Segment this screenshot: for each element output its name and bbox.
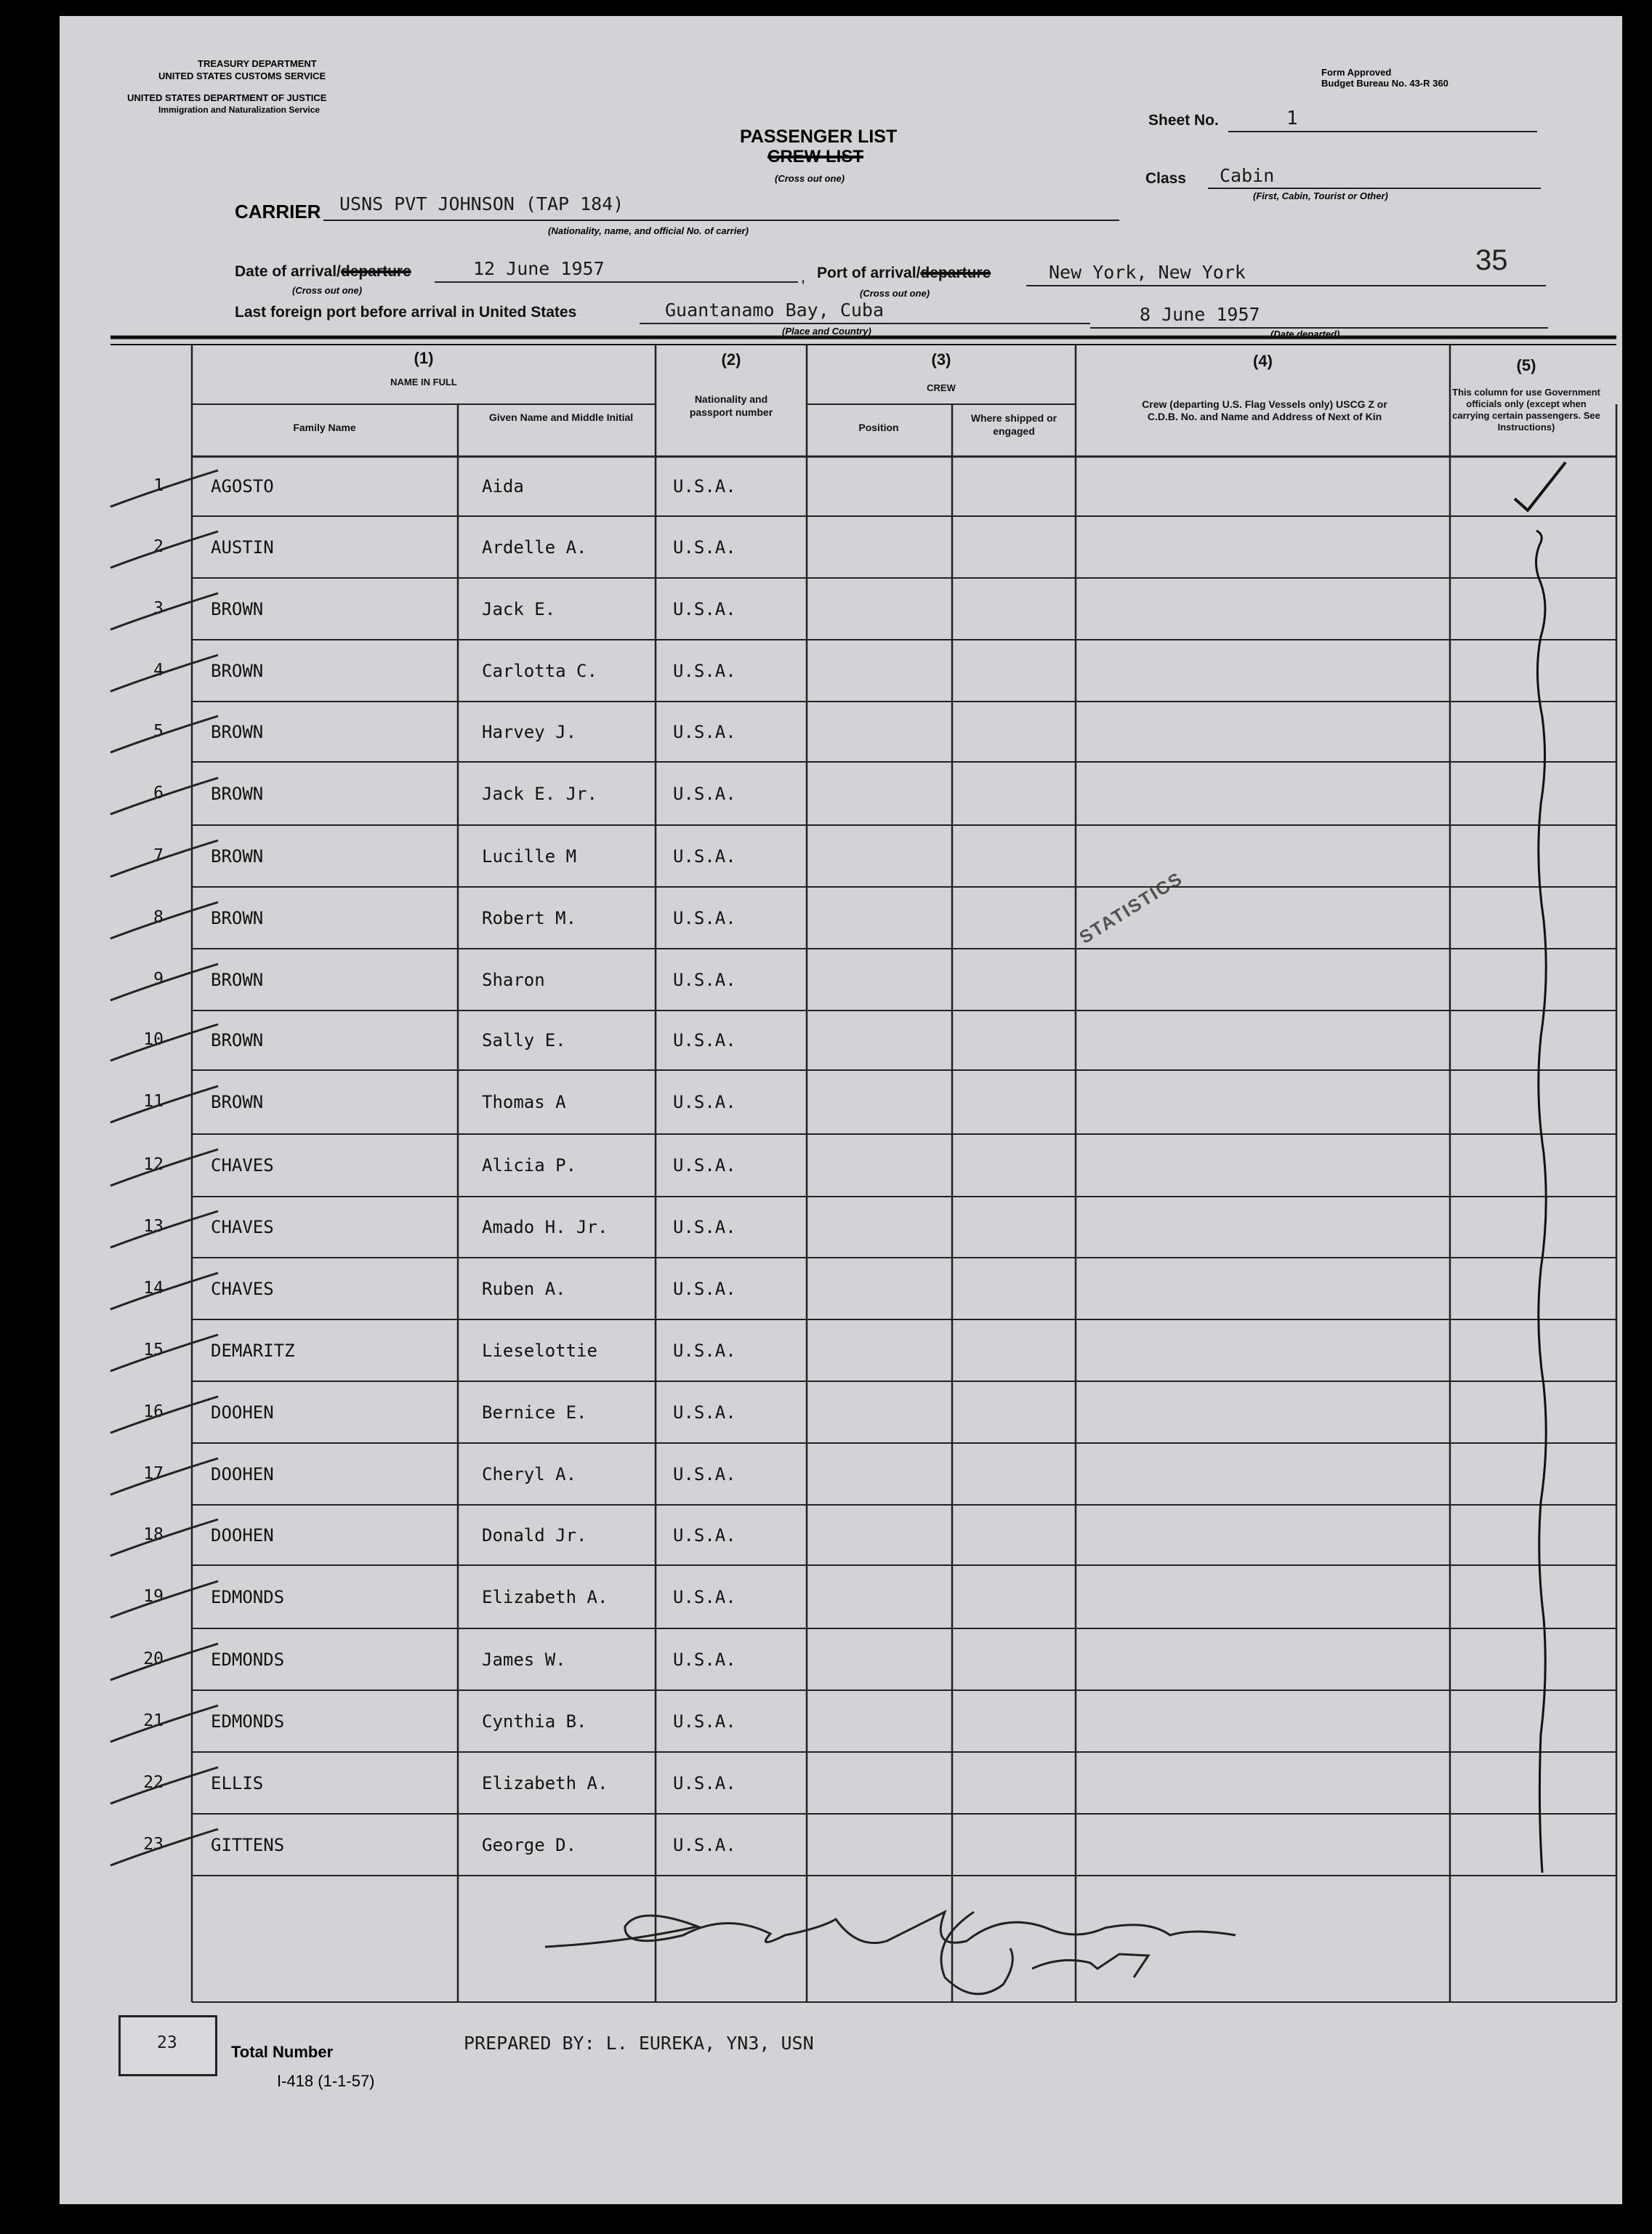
- total-number-label: Total Number: [231, 2043, 334, 2061]
- cell-family: EDMONDS: [211, 1711, 285, 1732]
- cell-nat: U.S.A.: [673, 1155, 736, 1176]
- tally-mark: [109, 839, 225, 890]
- last-port-value: Guantanamo Bay, Cuba: [665, 300, 885, 321]
- row-number: 3: [153, 598, 164, 618]
- tally-mark: [109, 1395, 225, 1446]
- sheet-number: 1: [1286, 108, 1298, 129]
- row-number: 13: [143, 1217, 164, 1236]
- cell-family: CHAVES: [211, 1155, 274, 1176]
- cell-family: AUSTIN: [211, 537, 274, 558]
- agency-line-2: UNITED STATES CUSTOMS SERVICE: [158, 71, 326, 81]
- last-port-note: (Place and Country): [782, 326, 871, 337]
- cell-nat: U.S.A.: [673, 1772, 736, 1793]
- row-number: 22: [143, 1772, 164, 1792]
- cell-family: DOOHEN: [211, 1524, 274, 1546]
- tally-mark: [109, 1518, 225, 1569]
- col3-title: CREW: [927, 382, 956, 393]
- cell-family: DOOHEN: [211, 1402, 274, 1423]
- cell-nat: U.S.A.: [673, 1649, 736, 1670]
- tally-mark: [109, 963, 225, 1013]
- cell-given: Amado H. Jr.: [482, 1217, 608, 1237]
- given-name-header: Given Name and Middle Initial: [488, 411, 634, 423]
- row-number: 16: [143, 1402, 164, 1421]
- cell-nat: U.S.A.: [673, 1030, 736, 1050]
- class-note: (First, Cabin, Tourist or Other): [1253, 190, 1388, 201]
- cell-nat: U.S.A.: [673, 1092, 736, 1112]
- cell-family: BROWN: [211, 721, 264, 742]
- arrival-date-value: 12 June 1957: [473, 258, 605, 279]
- cell-given: Bernice E.: [482, 1402, 587, 1423]
- official-check-marks: [1504, 455, 1570, 1887]
- tally-mark: [109, 654, 225, 704]
- cell-family: DEMARITZ: [211, 1340, 295, 1361]
- cell-nat: U.S.A.: [673, 845, 736, 867]
- departed-date-note: (Date departed): [1270, 329, 1340, 339]
- class-value: Cabin: [1220, 165, 1275, 186]
- col2-number: (2): [721, 350, 741, 369]
- port-note: (Cross out one): [860, 288, 930, 299]
- agency-line-3: UNITED STATES DEPARTMENT OF JUSTICE: [127, 92, 327, 103]
- cell-given: Lucille M: [482, 845, 577, 867]
- carrier-label: CARRIER: [235, 201, 321, 222]
- total-number-value: 23: [157, 2033, 177, 2052]
- row-number: 19: [143, 1586, 164, 1606]
- cell-family: BROWN: [211, 969, 264, 990]
- cell-family: BROWN: [211, 907, 264, 928]
- row-number: 14: [143, 1278, 164, 1298]
- cell-family: BROWN: [211, 1092, 264, 1112]
- statistics-stamp: STATISTICS: [1076, 868, 1187, 948]
- cell-given: Robert M.: [482, 907, 577, 928]
- tally-mark: [109, 1828, 225, 1879]
- row-number: 12: [143, 1155, 164, 1174]
- cell-given: George D.: [482, 1834, 577, 1855]
- date-label-text: Date of arrival/: [235, 263, 341, 280]
- tally-mark: [109, 1766, 225, 1817]
- form-id: I-418 (1-1-57): [277, 2072, 375, 2090]
- row-number: 20: [143, 1649, 164, 1668]
- cell-given: Alicia P.: [482, 1155, 577, 1176]
- date-label-struck: departure: [340, 263, 411, 280]
- row-number: 5: [153, 721, 164, 741]
- row-number: 8: [153, 907, 164, 927]
- prepared-by: PREPARED BY: L. EUREKA, YN3, USN: [464, 2033, 814, 2054]
- cell-nat: U.S.A.: [673, 537, 736, 558]
- cell-family: ELLIS: [211, 1772, 264, 1793]
- cell-nat: U.S.A.: [673, 1278, 736, 1299]
- signature: [538, 1883, 1236, 2006]
- col2-title: Nationality and passport number: [689, 393, 773, 418]
- col3-number: (3): [931, 350, 951, 369]
- cell-nat: U.S.A.: [673, 1340, 736, 1361]
- comma: ,: [801, 268, 806, 286]
- title-crew-list-struck: CREW LIST: [767, 147, 863, 166]
- cell-family: BROWN: [211, 1030, 264, 1050]
- shipped-header: Where shipped or engaged: [970, 412, 1057, 437]
- cell-nat: U.S.A.: [673, 1711, 736, 1732]
- cell-nat: U.S.A.: [673, 969, 736, 990]
- row-number: 7: [153, 845, 164, 865]
- cell-nat: U.S.A.: [673, 1524, 736, 1546]
- cell-given: Lieselottie: [482, 1340, 597, 1361]
- title-passenger-list: PASSENGER LIST: [740, 126, 898, 147]
- cell-given: James W.: [482, 1649, 566, 1670]
- cell-family: BROWN: [211, 783, 264, 804]
- agency-line-1: TREASURY DEPARTMENT: [198, 58, 317, 69]
- cell-family: CHAVES: [211, 1278, 274, 1299]
- row-number: 11: [143, 1092, 164, 1111]
- title-note: (Cross out one): [775, 173, 845, 184]
- cell-given: Cynthia B.: [482, 1711, 587, 1732]
- carrier-value: USNS PVT JOHNSON (TAP 184): [339, 193, 624, 214]
- tally-mark: [109, 469, 225, 520]
- cell-family: CHAVES: [211, 1217, 274, 1237]
- tally-mark: [109, 776, 225, 827]
- cell-nat: U.S.A.: [673, 721, 736, 742]
- cell-family: EDMONDS: [211, 1586, 285, 1607]
- cell-given: Sally E.: [482, 1030, 566, 1050]
- cell-given: Aida: [482, 476, 524, 497]
- col5-number: (5): [1516, 356, 1536, 374]
- tally-mark: [109, 1457, 225, 1508]
- cell-family: DOOHEN: [211, 1463, 274, 1484]
- tally-mark: [109, 1085, 225, 1136]
- row-number: 21: [143, 1711, 164, 1730]
- cell-nat: U.S.A.: [673, 660, 736, 681]
- cell-nat: U.S.A.: [673, 907, 736, 928]
- tally-mark: [109, 1580, 225, 1631]
- total-number-box: [118, 2015, 217, 2076]
- tally-mark: [109, 1023, 225, 1074]
- cell-family: EDMONDS: [211, 1649, 285, 1670]
- port-label-struck: departure: [920, 265, 991, 281]
- row-number: 18: [143, 1524, 164, 1544]
- cell-given: Jack E. Jr.: [482, 783, 597, 804]
- cell-given: Ardelle A.: [482, 537, 587, 558]
- cell-given: Sharon: [482, 969, 545, 990]
- cell-given: Cheryl A.: [482, 1463, 577, 1484]
- row-number: 6: [153, 783, 164, 803]
- form-approved: Form Approved: [1321, 67, 1392, 78]
- cell-family: BROWN: [211, 660, 264, 681]
- cell-given: Elizabeth A.: [482, 1772, 608, 1793]
- row-number: 23: [143, 1834, 164, 1854]
- port-label-text: Port of arrival/: [817, 265, 921, 281]
- row-number: 9: [153, 969, 164, 989]
- col4-title: Crew (departing U.S. Flag Vessels only) USCG Z or C.D.B. No. and Name and Address of Next of Kin: [1142, 398, 1387, 422]
- agency-line-4: Immigration and Naturalization Service: [158, 105, 321, 115]
- family-name-header: Family Name: [293, 422, 356, 433]
- departed-date-value: 8 June 1957: [1140, 304, 1260, 325]
- port-value: New York, New York: [1049, 262, 1246, 283]
- class-label: Class: [1145, 170, 1187, 187]
- cell-family: BROWN: [211, 845, 264, 867]
- row-number: 2: [153, 537, 164, 556]
- tally-mark: [109, 715, 225, 766]
- row-number: 1: [153, 476, 164, 495]
- cell-family: BROWN: [211, 598, 264, 619]
- col4-number: (4): [1253, 352, 1273, 370]
- last-port-label: Last foreign port before arrival in United States: [235, 304, 577, 321]
- cell-given: Jack E.: [482, 598, 556, 619]
- tally-mark: [109, 530, 225, 581]
- sheet-label: Sheet No.: [1148, 112, 1219, 129]
- row-number: 4: [153, 660, 164, 680]
- tally-mark: [109, 1210, 225, 1261]
- cell-given: Ruben A.: [482, 1278, 566, 1299]
- carrier-note: (Nationality, name, and official No. of carrier): [548, 225, 749, 236]
- row-number: 17: [143, 1463, 164, 1483]
- tally-mark: [109, 1148, 225, 1199]
- tally-mark: [109, 901, 225, 952]
- cell-nat: U.S.A.: [673, 476, 736, 497]
- tally-mark: [109, 1642, 225, 1693]
- cell-family: GITTENS: [211, 1834, 285, 1855]
- cell-nat: U.S.A.: [673, 1402, 736, 1423]
- cell-given: Carlotta C.: [482, 660, 597, 681]
- cell-nat: U.S.A.: [673, 1217, 736, 1237]
- tally-mark: [109, 1271, 225, 1322]
- tally-mark: [109, 1704, 225, 1755]
- row-number: 10: [143, 1030, 164, 1049]
- cell-given: Thomas A: [482, 1092, 566, 1112]
- cell-given: Harvey J.: [482, 721, 577, 742]
- row-number: 15: [143, 1340, 164, 1359]
- cell-nat: U.S.A.: [673, 598, 736, 619]
- budget-bureau-number: Budget Bureau No. 43-R 360: [1321, 78, 1448, 89]
- cell-nat: U.S.A.: [673, 1834, 736, 1855]
- cell-nat: U.S.A.: [673, 783, 736, 804]
- cell-given: Elizabeth A.: [482, 1586, 608, 1607]
- cell-given: Donald Jr.: [482, 1524, 587, 1546]
- col1-title: NAME IN FULL: [390, 377, 457, 387]
- page-number: 35: [1475, 244, 1508, 276]
- col5-title: This column for use Government officials only (except when carrying certain passengers. See Instructions): [1452, 387, 1600, 433]
- cell-nat: U.S.A.: [673, 1586, 736, 1607]
- cell-nat: U.S.A.: [673, 1463, 736, 1484]
- col1-number: (1): [414, 349, 434, 367]
- position-header: Position: [858, 422, 899, 433]
- tally-mark: [109, 1333, 225, 1384]
- cell-family: AGOSTO: [211, 476, 274, 497]
- tally-mark: [109, 592, 225, 643]
- arrival-date-note: (Cross out one): [292, 285, 363, 296]
